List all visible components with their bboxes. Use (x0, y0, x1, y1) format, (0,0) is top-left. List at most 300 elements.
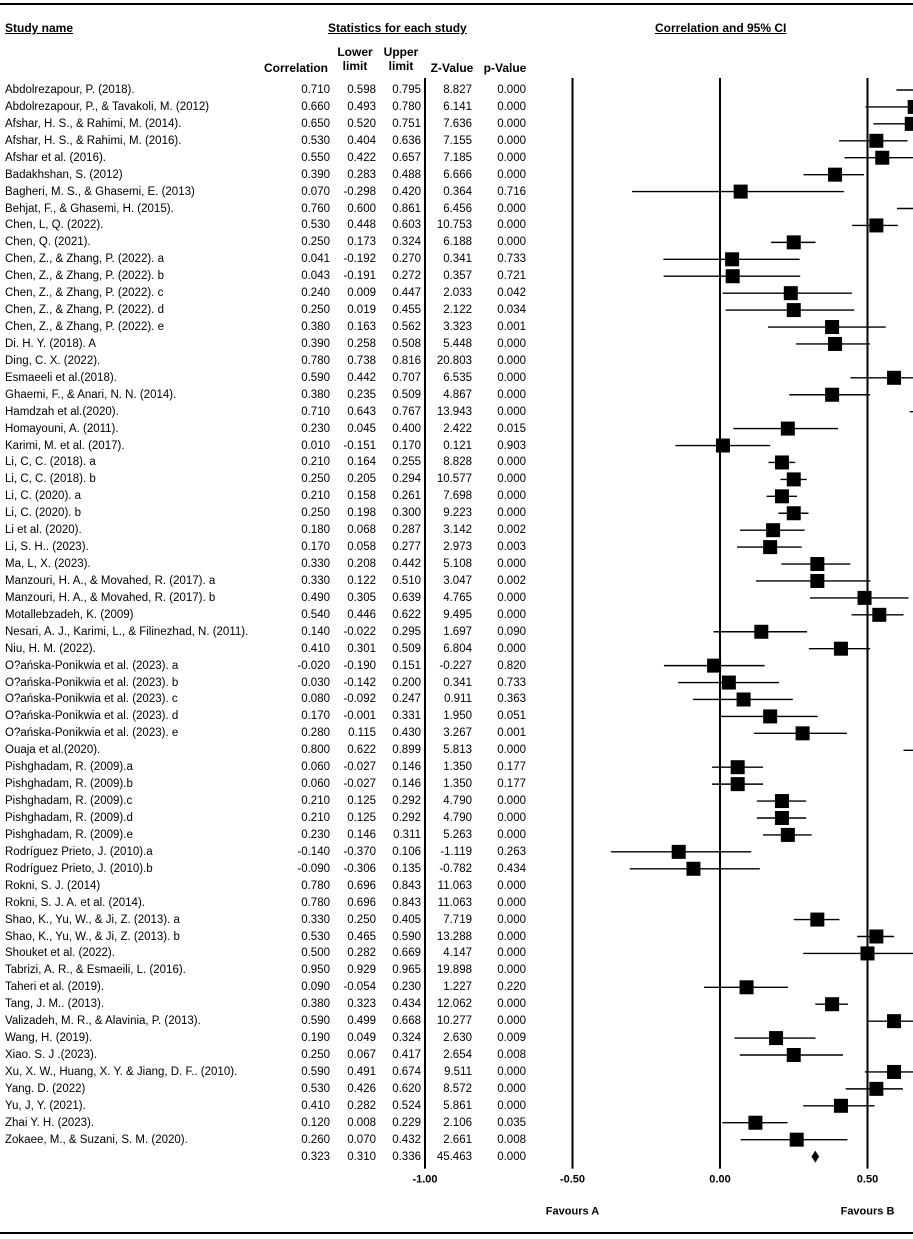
study-name: Pishghadam, R. (2009).b (5, 778, 133, 791)
upper-limit-value: 0.405 (392, 913, 421, 926)
p-value: 0.177 (497, 761, 526, 774)
study-name: O?ańska-Ponikwia et al. (2023). e (5, 727, 179, 740)
z-value: 3.323 (443, 321, 472, 334)
effect-square (869, 1082, 883, 1096)
correlation-value: 0.170 (301, 541, 330, 554)
lower-limit-value: -0.192 (343, 253, 376, 266)
pooled-upper-limit-value: 0.336 (392, 1150, 421, 1163)
p-value: 0.721 (497, 270, 526, 283)
statistics-header: Statistics for each study (328, 21, 467, 35)
upper-limit-value: 0.277 (392, 541, 421, 554)
correlation-value: 0.380 (301, 321, 330, 334)
study-name: Chen, Z., & Zhang, P. (2022). c (5, 287, 164, 300)
effect-square (905, 117, 913, 131)
upper-limit-value: 0.669 (392, 947, 421, 960)
study-name: Shao, K., Yu, W., & Ji, Z. (2013). a (5, 913, 180, 926)
upper-limit-value: 0.261 (392, 490, 421, 503)
p-value: 0.000 (497, 828, 526, 841)
upper-limit-value: 0.400 (392, 422, 421, 435)
effect-square (769, 1031, 783, 1045)
z-value: 8.827 (443, 84, 472, 96)
lower-limit-value: 0.282 (347, 947, 376, 960)
correlation-value: 0.060 (301, 761, 330, 774)
upper-limit-value: 0.488 (392, 168, 421, 181)
z-value: 11.063 (437, 879, 472, 892)
p-value: 0.000 (497, 84, 526, 96)
study-name: Tang, J. M.. (2013). (5, 998, 105, 1011)
study-name: Manzouri, H. A., & Movahed, R. (2017). b (5, 591, 216, 604)
effect-square (737, 692, 751, 706)
study-name: Li, C, C. (2018). b (5, 473, 96, 486)
correlation-value: 0.800 (301, 744, 330, 757)
p-value: 0.000 (497, 100, 526, 113)
correlation-value: 0.250 (301, 1049, 330, 1061)
z-value: 0.121 (443, 439, 472, 452)
correlation-value: 0.240 (301, 287, 330, 300)
p-value: 0.820 (497, 659, 526, 672)
study-name: Li, C. (2020). a (5, 490, 82, 503)
lower-limit-value: 0.208 (347, 558, 376, 571)
study-name: Xiao. S. J .(2023). (5, 1049, 98, 1061)
effect-square (763, 540, 777, 554)
correlation-value: 0.280 (301, 727, 330, 740)
upper-limit-value: 0.272 (392, 270, 421, 283)
study-name: Rodríguez Prieto, J. (2010).a (5, 845, 153, 858)
effect-square (908, 100, 913, 114)
x-tick-label: -0.50 (559, 1173, 586, 1186)
correlation-value: -0.020 (297, 659, 330, 672)
upper-limit-value: 0.287 (392, 524, 421, 537)
upper-limit-value: 0.420 (392, 185, 421, 198)
z-value: 0.364 (443, 185, 472, 198)
lower-limit-value: -0.027 (343, 778, 376, 791)
effect-square (810, 913, 824, 927)
p-value: 0.733 (497, 253, 526, 266)
effect-square (858, 591, 872, 605)
lower-limit-value: 0.067 (347, 1049, 376, 1061)
z-value: 7.636 (443, 117, 472, 130)
lower-limit-value: 0.009 (347, 287, 376, 300)
correlation-value: 0.550 (301, 151, 330, 164)
p-value: 0.000 (497, 964, 526, 977)
z-value: 2.106 (443, 1116, 472, 1129)
z-value: 2.654 (443, 1049, 472, 1061)
lower-limit-value: 0.622 (347, 744, 376, 757)
p-value: 0.000 (497, 473, 526, 486)
study-name: Chen, Z., & Zhang, P. (2022). b (5, 270, 164, 283)
study-name: Di. H. Y. (2018). A (5, 337, 96, 350)
z-value: 9.511 (444, 1065, 472, 1078)
lower-limit-value: 0.283 (347, 168, 376, 181)
lower-limit-value: 0.465 (347, 930, 376, 943)
z-value: 0.911 (444, 693, 472, 706)
correlation-value: 0.780 (301, 354, 330, 367)
study-name: Tabrizi, A. R., & Esmaeili, L. (2016). (5, 964, 186, 977)
z-value: 4.765 (443, 591, 472, 604)
z-value: 3.267 (443, 727, 472, 740)
upper-limit-value: 0.622 (392, 608, 421, 621)
p-value: 0.001 (497, 321, 526, 334)
correlation-value: 0.390 (301, 337, 330, 350)
p-value: 0.000 (497, 134, 526, 147)
lower-limit-value: 0.146 (347, 828, 376, 841)
lower-limit-value: -0.370 (343, 845, 376, 858)
correlation-value: 0.210 (301, 456, 330, 469)
upper-limit-value: 0.146 (392, 761, 421, 774)
study-name: Nesari, A. J., Karimi, L., & Filinezhad, N. (2011). (5, 625, 249, 638)
study-name: Pishghadam, R. (2009).d (5, 811, 133, 824)
p-value: 0.000 (497, 896, 526, 909)
z-value: 3.047 (443, 574, 472, 587)
upper-limit-value: 0.707 (392, 371, 421, 384)
effect-square (869, 218, 883, 232)
correlation-value: 0.210 (301, 795, 330, 808)
correlation-value: 0.780 (301, 896, 330, 909)
z-value: 1.697 (443, 625, 472, 638)
p-value: 0.000 (497, 930, 526, 943)
effect-square (766, 523, 780, 537)
correlation-value: 0.410 (301, 1099, 330, 1112)
z-value: 6.141 (443, 100, 472, 113)
effect-square (686, 862, 700, 876)
upper-limit-value: 0.146 (392, 778, 421, 791)
correlation-value: 0.380 (301, 388, 330, 401)
z-value: 20.803 (436, 354, 472, 367)
upper-limit-value: 0.639 (392, 591, 421, 604)
p-value: 0.000 (497, 744, 526, 757)
p-value: 0.002 (497, 574, 526, 587)
upper-limit-value: 0.151 (392, 659, 421, 672)
lower-limit-value: 0.499 (347, 1015, 376, 1028)
z-value: 0.357 (443, 270, 472, 283)
lower-limit-value: 0.019 (347, 304, 376, 317)
correlation-value: 0.540 (301, 608, 330, 621)
correlation-value: 0.330 (301, 574, 330, 587)
study-name: Yu, J, Y. (2021). (5, 1099, 86, 1112)
lower-limit-value: 0.305 (347, 591, 376, 604)
study-name: Ding, C. X. (2022). (5, 354, 101, 367)
p-value: 0.008 (497, 1049, 526, 1061)
p-value: 0.000 (497, 219, 526, 232)
lower-limit-value: 0.235 (347, 388, 376, 401)
lower-limit-value: 0.446 (347, 608, 376, 621)
study-name: Chen, Z., & Zhang, P. (2022). e (5, 321, 164, 334)
z-value: 7.185 (443, 151, 472, 164)
lower-limit-value: -0.027 (343, 761, 376, 774)
lower-limit-value: 0.448 (347, 219, 376, 232)
lower-limit-value: -0.001 (343, 710, 376, 723)
z-value: 1.950 (443, 710, 472, 723)
upper-limit-value: 0.843 (392, 879, 421, 892)
lower-limit-value: 0.323 (347, 998, 376, 1011)
lower-limit-value: 0.442 (347, 371, 376, 384)
correlation-value: 0.250 (301, 507, 330, 520)
x-tick-label: 0.50 (856, 1173, 879, 1186)
effect-square (716, 439, 730, 453)
upper-limit-value: 0.432 (392, 1133, 421, 1146)
z-value: 7.155 (443, 134, 472, 147)
z-value: 2.422 (443, 422, 472, 435)
pooled-lower-limit-value: 0.310 (347, 1150, 376, 1163)
z-value: 9.495 (443, 608, 472, 621)
z-value: 5.813 (443, 744, 472, 757)
z-value: 11.063 (437, 896, 472, 909)
p-value: 0.000 (497, 558, 526, 571)
lower-limit-value: 0.058 (347, 541, 376, 554)
lower-limit-value: 0.173 (347, 236, 376, 249)
study-name: Li, C, C. (2018). a (5, 456, 96, 469)
effect-square (763, 709, 777, 723)
z-value: 4.790 (443, 795, 472, 808)
upper-limit-value: 0.509 (392, 388, 421, 401)
effect-square (875, 151, 889, 165)
lower-limit-value: 0.125 (347, 795, 376, 808)
effect-square (825, 997, 839, 1011)
correlation-value: 0.043 (301, 270, 330, 283)
correlation-value: 0.060 (301, 778, 330, 791)
effect-square (775, 489, 789, 503)
upper-limit-value: 0.620 (392, 1082, 421, 1095)
z-value: 2.661 (443, 1133, 472, 1146)
p-value: 0.903 (497, 439, 526, 452)
correlation-value: 0.410 (301, 642, 330, 655)
study-name: Zokaee, M., & Suzani, S. M. (2020). (5, 1133, 188, 1146)
effect-square (834, 1099, 848, 1113)
effect-square (810, 574, 824, 588)
lower-limit-value: 0.282 (347, 1099, 376, 1112)
z-value: 6.535 (443, 371, 472, 384)
correlation-value: 0.390 (301, 168, 330, 181)
effect-square (887, 1014, 901, 1028)
p-value: 0.000 (497, 998, 526, 1011)
z-value: 7.698 (443, 490, 472, 503)
study-name: Pishghadam, R. (2009).c (5, 795, 133, 808)
lower-limit-value: -0.092 (343, 693, 376, 706)
z-value: 1.350 (443, 778, 472, 791)
z-value: 5.263 (443, 828, 472, 841)
z-value: -1.119 (440, 845, 472, 858)
study-name: Li, C. (2020). b (5, 507, 82, 520)
upper-limit-value: 0.509 (392, 642, 421, 655)
effect-square (787, 472, 801, 486)
correlation-value: 0.140 (301, 625, 330, 638)
z-value: 12.062 (436, 998, 472, 1011)
effect-square (740, 980, 754, 994)
upper-limit-value: 0.780 (392, 100, 421, 113)
correlation-value: 0.170 (301, 710, 330, 723)
correlation-value: 0.380 (301, 998, 330, 1011)
correlation-value: 0.780 (301, 879, 330, 892)
z-value: 13.943 (436, 405, 472, 418)
lower-limit-value: -0.298 (343, 185, 376, 198)
study-name: Rodríguez Prieto, J. (2010).b (5, 862, 153, 875)
pooled-p-value: 0.000 (497, 1150, 526, 1163)
p-value: 0.000 (497, 608, 526, 621)
correlation-value: 0.530 (301, 219, 330, 232)
z-value: 3.142 (443, 524, 472, 537)
effect-square (725, 252, 739, 266)
correlation-value: 0.330 (301, 558, 330, 571)
study-name: Hamdzah et al.(2020). (5, 405, 119, 418)
upper-limit-value: 0.442 (392, 558, 421, 571)
correlation-value: 0.210 (301, 490, 330, 503)
z-value: 4.147 (443, 947, 472, 960)
effect-square (775, 794, 789, 808)
upper-limit-value: 0.200 (392, 676, 421, 689)
z-value: 10.577 (436, 473, 472, 486)
study-name: Homayouni, A. (2011). (5, 422, 119, 435)
effect-square (887, 1065, 901, 1079)
lower-limit-value: 0.643 (347, 405, 376, 418)
p-value: 0.733 (497, 676, 526, 689)
z-value: 19.898 (436, 964, 472, 977)
upper-limit-value: 0.230 (392, 981, 421, 994)
upper-limit-value: 0.447 (392, 287, 421, 300)
p-value: 0.000 (497, 1082, 526, 1095)
effect-square (775, 455, 789, 469)
p-value: 0.000 (497, 507, 526, 520)
p-value: 0.000 (497, 236, 526, 249)
z-value: 5.448 (443, 337, 472, 350)
study-name: Manzouri, H. A., & Movahed, R. (2017). a (5, 574, 216, 587)
study-name: O?ańska-Ponikwia et al. (2023). b (5, 676, 179, 689)
study-name: Wang, H. (2019). (5, 1032, 93, 1045)
p-value: 0.000 (497, 642, 526, 655)
p-value: 0.000 (497, 591, 526, 604)
lower-limit-value: 0.301 (347, 642, 376, 655)
z-value: 5.861 (443, 1099, 472, 1112)
upper-limit-value: 0.292 (392, 811, 421, 824)
study-name: Pishghadam, R. (2009).a (5, 761, 133, 774)
p-value: 0.000 (497, 354, 526, 367)
z-value: 7.719 (443, 913, 472, 926)
study-name: Ouaja et al.(2020). (5, 744, 101, 757)
lower-limit-value: 0.125 (347, 811, 376, 824)
z-value: 4.867 (443, 388, 472, 401)
correlation-value: 0.500 (301, 947, 330, 960)
lower-limit-value: -0.022 (343, 625, 376, 638)
lower-limit-value: 0.258 (347, 337, 376, 350)
upper-limit-value: 0.417 (392, 1049, 421, 1061)
p-value: 0.716 (497, 185, 526, 198)
lower-limit-value: -0.306 (343, 862, 376, 875)
z-value: 8.572 (443, 1082, 472, 1095)
z-value: 2.630 (443, 1032, 472, 1045)
upper-limit-value: 0.434 (392, 998, 421, 1011)
lower-limit-value: 0.929 (347, 964, 376, 977)
upper-limit-value: 0.508 (392, 337, 421, 350)
p-value: 0.000 (497, 337, 526, 350)
p-value: 0.000 (497, 879, 526, 892)
correlation-value: 0.210 (301, 811, 330, 824)
effect-square (722, 676, 736, 690)
correlation-value: 0.230 (301, 828, 330, 841)
lower-limit-value: 0.070 (347, 1133, 376, 1146)
correlation-value: 0.530 (301, 1082, 330, 1095)
p-value: 0.000 (497, 202, 526, 215)
upper-limit-value: 0.636 (392, 134, 421, 147)
p-value: 0.000 (497, 388, 526, 401)
study-name: Pishghadam, R. (2009).e (5, 828, 133, 841)
lower-limit-value: 0.493 (347, 100, 376, 113)
correlation-value: 0.090 (301, 981, 330, 994)
z-value: 2.033 (443, 287, 472, 300)
lower-limit-value: 0.520 (347, 117, 376, 130)
correlation-value: 0.080 (301, 693, 330, 706)
effect-square (734, 185, 748, 199)
p-value: 0.000 (497, 811, 526, 824)
effect-square (787, 303, 801, 317)
z-value: -0.227 (439, 659, 472, 672)
upper-limit-value: 0.603 (392, 219, 421, 232)
correlation-value: -0.140 (297, 845, 330, 858)
p-value: 0.008 (497, 1133, 526, 1146)
study-name: Xu, X. W., Huang, X. Y. & Jiang, D. F.. (2010). (5, 1065, 238, 1078)
p-value: 0.000 (497, 405, 526, 418)
study-name: O?ańska-Ponikwia et al. (2023). a (5, 659, 179, 672)
upper-limit-value: 0.106 (392, 845, 421, 858)
upper-limit-value: 0.795 (392, 84, 421, 96)
lower-limit-value: 0.250 (347, 913, 376, 926)
lower-limit-value: -0.054 (343, 981, 376, 994)
lower-limit-value: 0.045 (347, 422, 376, 435)
p-value: 0.000 (497, 456, 526, 469)
effect-square (726, 269, 740, 283)
x-tick-label: -1.00 (412, 1173, 438, 1186)
study-name: Badakhshan, S. (2012) (5, 168, 123, 181)
lower-limit-value: -0.151 (343, 439, 376, 452)
study-name: Karimi, M. et al. (2017). (5, 439, 125, 452)
p-value: 0.009 (497, 1032, 526, 1045)
p-value: 0.000 (497, 168, 526, 181)
upper-limit-value: 0.430 (392, 727, 421, 740)
study-name: Afshar, H. S., & Rahimi, M. (2014). (5, 117, 182, 130)
correlation-ci-header: Correlation and 95% CI (655, 21, 787, 35)
lower-limit-value: 0.164 (347, 456, 376, 469)
correlation-value: 0.120 (301, 1116, 330, 1129)
effect-square (784, 286, 798, 300)
z-value: 6.666 (443, 168, 472, 181)
lower-limit-value: 0.598 (347, 84, 376, 96)
lower-limit-value: 0.122 (347, 574, 376, 587)
z-value: 6.188 (443, 236, 472, 249)
effect-square (825, 320, 839, 334)
z-value: 1.350 (443, 761, 472, 774)
lower-limit-value: 0.115 (348, 727, 376, 740)
lower-limit-value: 0.205 (347, 473, 376, 486)
effect-square (869, 134, 883, 148)
x-tick-label: 0.00 (709, 1173, 731, 1186)
upper-limit-value: 0.255 (392, 456, 421, 469)
study-name-header: Study name (5, 21, 74, 35)
pooled-z-value: 45.463 (436, 1150, 472, 1163)
correlation-value: 0.530 (301, 134, 330, 147)
z-value: 13.288 (436, 930, 472, 943)
correlation-value: 0.950 (301, 964, 330, 977)
upper-limit-value: 0.229 (392, 1116, 421, 1129)
col-header-z-value: Z-Value (430, 61, 474, 75)
correlation-value: 0.180 (301, 524, 330, 537)
effect-square (781, 828, 795, 842)
effect-square (869, 930, 883, 944)
z-value: 10.277 (436, 1015, 472, 1028)
upper-limit-value: 0.816 (392, 354, 421, 367)
upper-limit-value: 0.324 (392, 1032, 421, 1045)
upper-limit-value: 0.899 (392, 744, 421, 757)
z-value: 8.828 (443, 456, 472, 469)
lower-limit-value: 0.008 (347, 1116, 376, 1129)
p-value: 0.034 (497, 304, 526, 317)
